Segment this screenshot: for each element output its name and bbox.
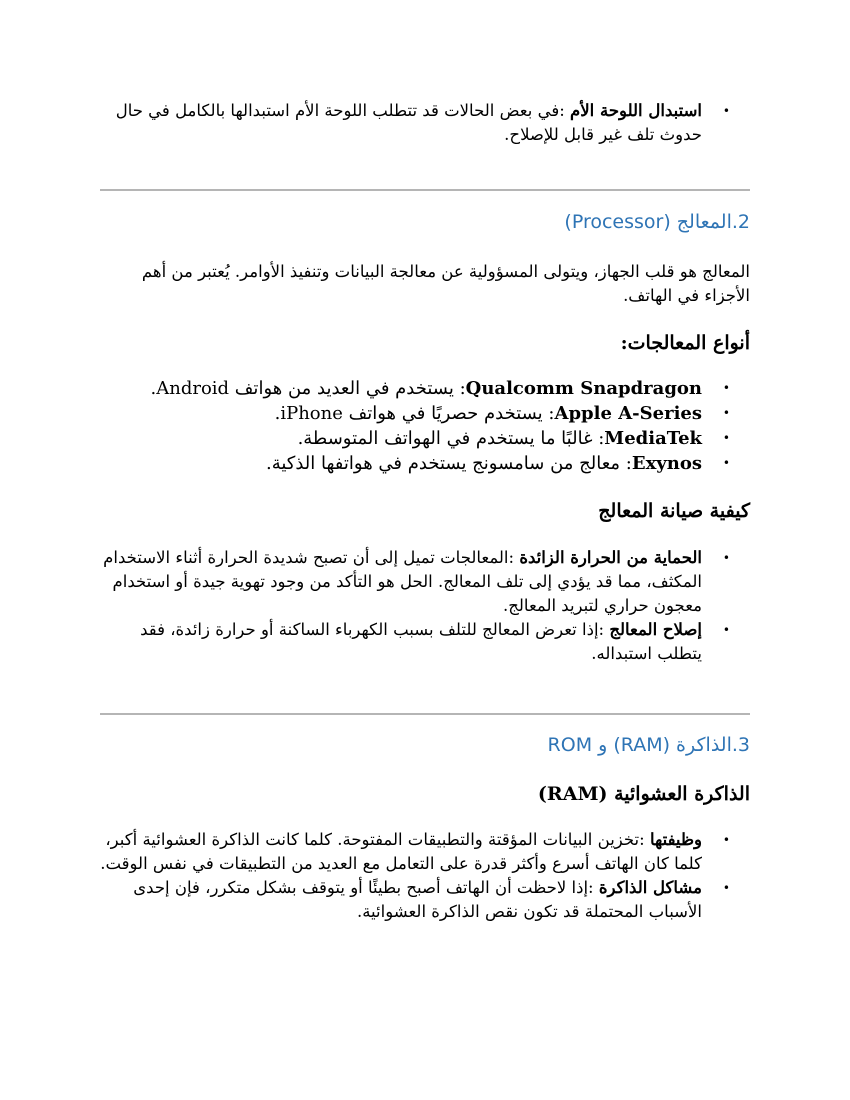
processor-type-desc: غالبًا ما يستخدم في الهواتف المتوسطة.: [297, 428, 593, 449]
list-item: • استبدال اللوحة الأم :في بعض الحالات قد تتطلب اللوحة الأم استبدالها بالكامل في حال حدوث تلف غير قابل للإصلاح.: [100, 99, 750, 147]
bullet-text: إذا لاحظت أن الهاتف أصبح بطيئًا أو يتوقف بشكل متكرر، فإن إحدى الأسباب المحتملة قد تكون نقص الذاكرة العشوائية.: [133, 878, 702, 921]
ram-heading: الذاكرة العشوائية (RAM): [537, 783, 750, 805]
bullet-text: المعالجات تميل إلى أن تصبح شديدة الحرارة أثناء الاستخدام المكثف، مما قد يؤدي إلى تلف المعالج. الحل هو التأكد من وجود تهوية جيدة أو استخدام معجون حراري لتبريد المعالج.: [103, 548, 702, 615]
processor-types-heading: أنواع المعالجات:: [620, 332, 750, 354]
section-divider: [100, 713, 750, 715]
list-item: • مشاكل الذاكرة :إذا لاحظت أن الهاتف أصبح بطيئًا أو يتوقف بشكل متكرر، فإن إحدى الأسباب المحتملة قد تكون نقص الذاكرة العشوائية.: [100, 876, 750, 924]
processor-types-list: [100, 376, 750, 476]
bullet-term: وظيفتها: [649, 830, 702, 849]
bullet-term: إصلاح المعالج: [609, 620, 702, 639]
bullet-term: الحماية من الحرارة الزائدة: [519, 548, 702, 567]
bullet-text: إذا تعرض المعالج للتلف بسبب الكهرباء الساكنة أو حرارة زائدة، فقد يتطلب استبداله.: [140, 620, 702, 663]
processor-type-desc: يستخدم في العديد من هواتف Android.: [150, 378, 454, 399]
processor-maintenance-heading: كيفية صيانة المعالج: [598, 500, 750, 522]
motherboard-list: [100, 99, 750, 147]
document-page: [100, 0, 750, 1100]
processor-type-name: Apple A-Series: [554, 403, 702, 424]
list-item: • Apple A-Series: يستخدم حصريًا في هواتف iPhone.: [100, 401, 750, 426]
list-item: • الحماية من الحرارة الزائدة :المعالجات تميل إلى أن تصبح شديدة الحرارة أثناء الاستخدام المكثف، مما قد يؤدي إلى تلف المعالج. الحل هو التأكد من وجود تهوية جيدة أو استخدام معجون حراري لتبريد المعالج.: [100, 546, 750, 618]
section-heading-processor: 2.المعالج (Processor): [564, 211, 750, 233]
processor-maintenance-list: [100, 546, 750, 666]
processor-type-desc: يستخدم حصريًا في هواتف iPhone.: [274, 403, 543, 424]
list-item: • إصلاح المعالج :إذا تعرض المعالج للتلف بسبب الكهرباء الساكنة أو حرارة زائدة، فقد يتطلب استبداله.: [100, 618, 750, 666]
bullet-term: مشاكل الذاكرة: [598, 878, 702, 897]
ram-list: [100, 828, 750, 924]
list-item: • Qualcomm Snapdragon: يستخدم في العديد من هواتف Android.: [100, 376, 750, 401]
processor-type-name: Qualcomm Snapdragon: [465, 378, 702, 399]
list-item: • وظيفتها :تخزين البيانات المؤقتة والتطبيقات المفتوحة. كلما كانت الذاكرة العشوائية أكبر، كلما كان الهاتف أسرع وأكثر قدرة على التعامل مع العديد من التطبيقات في نفس الوقت.: [100, 828, 750, 876]
bullet-text: تخزين البيانات المؤقتة والتطبيقات المفتوحة. كلما كانت الذاكرة العشوائية أكبر، كلما كان الهاتف أسرع وأكثر قدرة على التعامل مع العديد من التطبيقات في نفس الوقت.: [100, 830, 702, 873]
list-item: • MediaTek: غالبًا ما يستخدم في الهواتف المتوسطة.: [100, 426, 750, 451]
processor-type-name: MediaTek: [604, 428, 702, 449]
processor-type-name: Exynos: [631, 453, 702, 474]
processor-type-desc: معالج من سامسونج يستخدم في هواتفها الذكية.: [265, 453, 621, 474]
processor-intro: المعالج هو قلب الجهاز، ويتولى المسؤولية عن معالجة البيانات وتنفيذ الأوامر. يُعتبر من أهم الأجزاء في الهاتف.: [141, 262, 750, 305]
list-item: • Exynos: معالج من سامسونج يستخدم في هواتفها الذكية.: [100, 451, 750, 476]
bullet-text: في بعض الحالات قد تتطلب اللوحة الأم استبدالها بالكامل في حال حدوث تلف غير قابل للإصلاح.: [115, 101, 702, 144]
section-heading-memory: 3.الذاكرة (RAM) و ROM: [547, 734, 750, 756]
section-divider: [100, 189, 750, 191]
bullet-term: استبدال اللوحة الأم: [570, 101, 702, 120]
